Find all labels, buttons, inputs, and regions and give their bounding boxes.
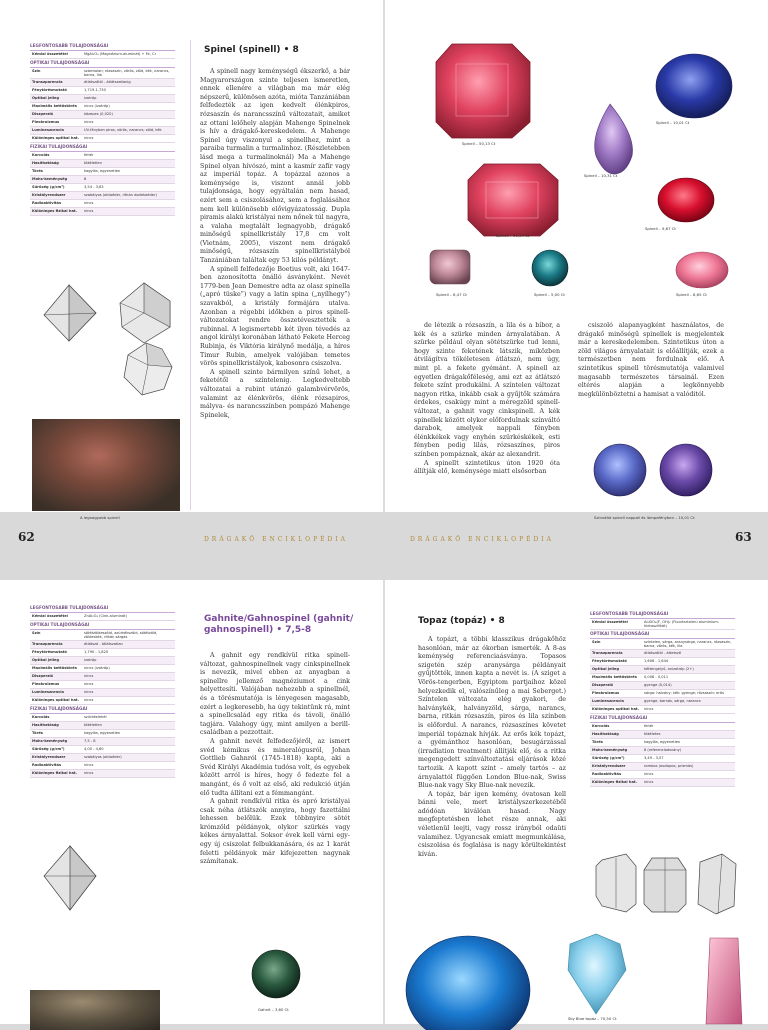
property-key: Fénytörésmutató — [32, 87, 67, 92]
gahnite-gem — [246, 946, 306, 1002]
property-value: nincs (izotróp) — [84, 665, 110, 670]
property-row — [30, 738, 175, 746]
property-value: sötétzöldeszöld, azúrkékszöld, sötétzöld, zöldeskék, ritkán sárgás — [84, 630, 158, 639]
property-row — [30, 200, 175, 208]
property-value: színtelen, sárga, aranysárga, narancs, rózsaszín, barna, vörös, kék, lila — [644, 639, 732, 649]
property-value: szabályos (oktaéder) — [84, 754, 122, 759]
text-column-topaz — [418, 636, 566, 859]
london-blue-topaz-gem — [406, 936, 530, 1030]
gem-caption: Spinell – 8,65 Ct — [676, 292, 707, 297]
color-change-spinel-pair — [590, 440, 730, 504]
property-row — [590, 698, 735, 706]
property-row — [590, 731, 735, 739]
dodecahedron-icon — [124, 343, 172, 395]
property-value: MgAl₂O₄ (Magnézium-aluminát) + Fe, Cr — [84, 51, 157, 56]
property-key: Transzparencia — [32, 79, 63, 84]
gem-caption: Spinell – 6,47 Ct — [436, 292, 467, 297]
spinel-gem-gallery — [400, 36, 760, 326]
spinel-gem-5-00 — [532, 250, 568, 286]
property-key: Radioaktivitás — [32, 762, 62, 767]
property-row — [30, 722, 175, 730]
property-key: Diszperzió — [592, 683, 614, 688]
property-row — [30, 673, 175, 681]
property-value: nincs — [84, 770, 94, 775]
property-row — [30, 746, 175, 754]
property-key: Radioaktivitás — [32, 200, 62, 205]
property-row — [30, 95, 175, 103]
spinel-gem-31-34 — [468, 164, 558, 236]
property-key: Pleokroizmus — [32, 681, 60, 686]
property-row — [590, 658, 735, 666]
text-column-2 — [414, 322, 560, 477]
property-value: átlátszótól - áttetsző — [644, 651, 681, 656]
color-change-caption: Színváltó spinell nappali és lámpafényben – 10,01 Ct — [594, 515, 695, 520]
property-row — [30, 79, 175, 87]
property-key: Radioaktivitás — [592, 771, 622, 776]
property-row — [30, 689, 175, 697]
property-key: Optikai jelleg — [32, 95, 60, 100]
property-value: nincs — [84, 208, 94, 213]
property-row — [30, 135, 175, 143]
property-row — [30, 657, 175, 665]
property-key: Lumineszcencia — [32, 127, 64, 132]
property-value: nincs — [644, 771, 654, 776]
physical-rows — [30, 714, 175, 778]
property-key: Mohs-keménység — [32, 176, 68, 181]
running-footer-left: DRÁGAKŐ ENCIKLOPÉDIA — [204, 536, 349, 543]
octahedron-icon — [40, 844, 100, 914]
property-value: számtalan; rózsaszín, vörös, zöld, kék, narancs, barna, lila — [84, 68, 170, 77]
paragraph: A spinellt szintetikus úton 1920 óta állítják elő, keménysége miatt elsősorban — [414, 459, 560, 476]
property-row — [30, 730, 175, 738]
property-value: szabályos (oktaéder, ritkán dodekaéder) — [84, 192, 157, 197]
property-key: Lumineszcencia — [592, 699, 624, 704]
property-key: Sűrűség (g/cm³) — [32, 746, 65, 751]
text-column-1 — [200, 68, 350, 420]
gem-caption: Spinell – 9,67 Ct — [645, 226, 676, 231]
paragraph: A topázt, a többi klasszikus drágakőhöz hasonlóan, már az ókorban ismerték. A 8-as keménység referenciaásványa. Topasos szigetén szép aranysárga példányait gyűjtötték, innen kapta a nevét is. (A sziget a Vörös-tengerben, Egyiptom partjaihoz közel helyezkedik el, valószínűleg a mai Seberget.) Színtelen változata elég gyakori, de halványkék, halványzöld, sárga, narancs, barna, ritkán rózsaszín, piros és lila színben is előfordul. A narancs, rózsaszínes követet imperiál topáznak hívják. Az erős kék topázt, a gyémánthoz hasonlóan, besugárzással (irradiation treatment) állítják elő, és a ritka megengedett színváltoztatási eljárások közé tartozik. A kapott szint – amely tartós – az árnyalattól függően London Blue-nak, Swiss Blue-nak vagy Sky Blue-nak nevezik. — [418, 636, 566, 790]
spinel-gem-10-31 — [595, 104, 633, 174]
property-key: Szín — [32, 68, 41, 73]
property-key: Különleges fizikai hat. — [32, 208, 77, 213]
property-row — [30, 613, 175, 621]
property-row — [30, 184, 175, 192]
optical-rows — [30, 630, 175, 705]
property-value: átlátszó - átlátszatlan — [84, 641, 123, 646]
property-value: nincs — [644, 707, 654, 712]
property-value: 0,008 - 0,011 — [644, 675, 669, 680]
property-value: nincs — [84, 697, 94, 702]
article-title: Spinel (spinell) • 8 — [204, 45, 299, 55]
property-key: Kémiai összetétel — [32, 51, 68, 56]
property-key: Törés — [32, 168, 43, 173]
property-value: 7,5 - 8 — [84, 738, 96, 743]
section-heading: LEGFONTOSABB TULAJDONSÁGAI — [590, 611, 735, 619]
property-row — [30, 119, 175, 127]
property-row — [590, 682, 735, 690]
property-key: Sűrűség (g/cm³) — [592, 755, 625, 760]
property-key: Sűrűség (g/cm³) — [32, 184, 65, 189]
text-column-3 — [578, 322, 724, 399]
property-key: Diszperzió — [32, 673, 54, 678]
section-heading: LEGFONTOSABB TULAJDONSÁGAI — [30, 605, 175, 613]
spinel-gem-8-65 — [676, 252, 728, 288]
property-value: 1,790 - 1,820 — [84, 649, 109, 654]
property-key: Optikai jelleg — [592, 667, 620, 672]
property-row — [30, 127, 175, 135]
gem-caption: Spinell – 5,00 Ct — [534, 292, 565, 297]
property-value: 3,49 - 3,57 — [644, 755, 664, 760]
property-key: Különleges optikai hat. — [592, 707, 639, 712]
property-value: kéttengelyű, anizotróp (2+) — [644, 667, 694, 672]
section-heading: FIZIKAI TULAJDONSÁGAI — [30, 144, 175, 152]
property-key: Szín — [32, 630, 41, 635]
paragraph: A gahnit nevét felfedezőjéről, az ismert svéd kémikus és mineralógusról, Johan Gottlieb Gahnról (1745-1818) kapta, aki a Svéd Királyi Akadémia tudósa volt, és egyebek között arról is híres, hogy ő fedezte fel a mangánt, és ő volt az első, aki redukció útján elő tudta állítani ezt a fémmangánt. — [200, 737, 350, 797]
property-row — [590, 747, 735, 755]
property-value: gyenge (0,014) — [644, 683, 672, 688]
property-row — [30, 762, 175, 770]
property-row — [30, 681, 175, 689]
property-key: Optikai jelleg — [32, 657, 60, 662]
book-gutter — [383, 0, 385, 512]
property-row — [30, 754, 175, 762]
property-key: Különleges fizikai hat. — [32, 770, 77, 775]
property-row — [590, 763, 735, 771]
property-key: Transzparencia — [32, 641, 63, 646]
property-value: 1,719-1,730 — [84, 87, 106, 92]
property-value: 3,54 - 3,63 — [84, 184, 104, 189]
property-value: sárga: halvány; kék: gyenge; rózsaszín: erős — [644, 691, 724, 696]
property-row — [30, 111, 175, 119]
property-row — [590, 779, 735, 787]
spinel-gem-9-67 — [658, 178, 714, 222]
property-value: 1,606 - 1,644 — [644, 659, 669, 664]
topaz-prism-icon — [698, 854, 736, 914]
paragraph: csiszoló alapanyagként használatos, de drágakő minőségű spinellek is megjelentek már a kereskedelemben. Szintetikus úton a zöld világos árnyalatait is előállítják, ezek a természetben nem fordulnak elő. A szintetikus spinell törésmutatója valamivel magasabb természetes társainál. Ezen eltérés alapján a legkönnyebb megkülönböztetni a hamisat a valóditól. — [578, 322, 724, 398]
property-key: Maximális kettőstörés — [592, 675, 637, 680]
article-title-gahnite: Gahnite/Gahnospinel (gahnit/ gahnospinell) • 7,5-8 — [204, 614, 354, 635]
property-row — [30, 208, 175, 216]
section-heading: FIZIKAI TULAJDONSÁGAI — [30, 706, 175, 714]
property-row — [30, 168, 175, 176]
property-key: Transzparencia — [592, 651, 623, 656]
optical-rows — [30, 68, 175, 143]
photo-caption: A legnagyobb spinell — [80, 515, 120, 520]
running-footer-right: DRÁGAKŐ ENCIKLOPÉDIA — [410, 536, 555, 543]
largest-spinel-photo — [32, 419, 180, 511]
property-value: nincs — [84, 135, 94, 140]
paragraph: A topáz, bár igen kemény, óvatosan kell bánni vele, mert kristályszerkezetéből adódóan kiválóan hasad. Nagy megfeptetésben lehet része annak, aki véletlenül leejti, vagy rossz irányból odaüti valamihez. Ugyancsak emiatt megmunkálása, csiszolása és foglalása is nagy körültekintést kíván. — [418, 790, 566, 858]
property-value: átlátszótól - átlátszatlanig — [84, 79, 131, 84]
property-row — [30, 103, 175, 111]
spinel-gem-6-47 — [430, 250, 470, 284]
property-value: Al₂SiO₄(F, OH)₂ (Fluortartalmú alumínium-hidroszilikát) — [644, 619, 720, 628]
property-row — [30, 192, 175, 200]
property-value: tökéletlen — [84, 722, 102, 727]
property-row — [30, 176, 175, 184]
octahedron-icon — [44, 285, 96, 341]
physical-rows — [30, 152, 175, 216]
property-row — [590, 674, 735, 682]
property-value: 8 — [84, 176, 87, 181]
section-heading: OPTIKAI TULAJDONSÁGAI — [30, 622, 175, 630]
property-value: fehér — [644, 723, 654, 728]
property-value: rombos (oszlopos, prizmás) — [644, 763, 694, 768]
property-value: nincs — [84, 200, 94, 205]
property-key: Kristályrendszer — [32, 754, 66, 759]
section-heading: OPTIKAI TULAJDONSÁGAI — [590, 631, 735, 639]
property-key: Fénytörésmutató — [32, 649, 67, 654]
spinel-gem-10-01 — [656, 54, 732, 118]
property-key: Kristályrendszer — [592, 763, 626, 768]
property-key: Szín — [592, 639, 601, 644]
property-key: Karcolás — [32, 714, 50, 719]
property-key: Pleokroizmus — [32, 119, 60, 124]
property-row — [30, 630, 175, 641]
property-key: Hasíthatóság — [592, 731, 619, 736]
property-key: Diszperzió — [32, 111, 54, 116]
section-heading: OPTIKAI TULAJDONSÁGAI — [30, 60, 175, 68]
property-key: Karcolás — [592, 723, 610, 728]
gem-caption: Spinell – 50,13 Ct — [462, 141, 496, 146]
property-row — [590, 666, 735, 674]
property-value: közepes (0,020) — [84, 111, 113, 116]
property-key: Különleges fizikai hat. — [592, 779, 637, 784]
property-key: Törés — [32, 730, 43, 735]
property-row — [590, 739, 735, 747]
property-row — [30, 51, 175, 59]
property-value: tökéletlen — [84, 160, 102, 165]
property-row — [590, 619, 735, 630]
property-value: fehér — [84, 152, 94, 157]
property-key: Karcolás — [32, 152, 50, 157]
property-key: Fénytörésmutató — [592, 659, 627, 664]
spread-gahnite-topaz — [0, 580, 768, 1024]
topaz-prism-icon — [596, 854, 636, 912]
property-key: Maximális kettőstörés — [32, 665, 77, 670]
property-key: Kémiai összetétel — [32, 613, 68, 618]
property-row — [590, 771, 735, 779]
property-row — [30, 697, 175, 705]
topaz-prism-icon — [644, 858, 686, 912]
property-value: szürkésfehér — [84, 714, 107, 719]
property-value: 4,00 - 4,60 — [84, 746, 104, 751]
property-row — [590, 650, 735, 658]
property-value: 8 (referenciaásvány) — [644, 747, 682, 752]
page-number-right: 63 — [735, 530, 752, 544]
twin-crystal-icon — [120, 283, 170, 343]
property-value: nincs — [84, 673, 94, 678]
property-value: kagylós, egyenetlen — [84, 168, 121, 173]
properties-table-spinel — [30, 42, 175, 216]
property-row — [30, 68, 175, 79]
property-key: Lumineszcencia — [32, 689, 64, 694]
paragraph: A gahnit rendkívül ritka és apró kristályai csak néha átlátszók annyira, hogy fazettálni lehessen belőlük. Ezek többnyire sötét krómzöld példányok, olykor szürkés vagy kékes árnyalattal. Soksor évek kell várni egy-egy új csiszolat felbukkanására, és az 1 karát feletti példányok már kifejezetten nagynak számítanak. — [200, 798, 350, 866]
property-row — [590, 706, 735, 714]
property-key: Kristályrendszer — [32, 192, 66, 197]
paragraph: A spinell nagy keménységű ékszerkő, a bár Magyarországon szinte teljesen ismeretlen, ennek ellenére a világban ma már elég népszerű, különösen azóta, mióta Tanzániában felfedezték az igen kedvelt élénkpiros, rózsaszín és narancsszínű változatait, amiket az ottani lelőhely alapján Mahenge Spinelnek is hív a drágakő-kereskedelem. A Mahenge Spinel úgy viszonyul a spinellhez, mint a paraiba turmalin a turmalinhoz. (Részletebben lásd mega a turmalinoknál) Ma a Mahenge Spinel olyan hívószó, mint a kasmír zafír vagy az imperiál topáz. A topázzal azonos a keménysége is, viszont annál jobb tulajdonsága, hogy egyáltalán nem hasad, ezért sem a csiszolásához, sem a foglalásához nem kell különösebb elővigyázatosság. Dupla piramis alakú kristályai nem nőnek túl nagyra, a valaha megtalált legnagyobb, drágakő minőségű spinellkristály 17,8 cm volt (Vietnám, 2005), viszont nem drágakő minőségű, rózsaszín spinellkristályból Tanzániában találtak egy 53 kilós példányt. — [200, 68, 350, 265]
property-key: Mohs-keménység — [592, 747, 628, 752]
gahnite-caption: Gahnit – 3,60 Ct — [258, 1007, 289, 1012]
property-row — [590, 755, 735, 763]
property-key: Pleokroizmus — [592, 691, 620, 696]
property-key: Kémiai összetétel — [592, 619, 628, 624]
property-key: Mohs-keménység — [32, 738, 68, 743]
property-key: Törés — [592, 739, 603, 744]
spinel-crystal-drawings — [34, 283, 184, 403]
paragraph: A gahnit egy rendkívül ritka spinell-változat, gahnospinellnek vagy cinkspinellnek is nevezik, mivel ebben az anyagban a spinellre jellemző magnéziumot a cink helyettesíti. Valójában nehezebb a spinellnél, és a törésmutatója is lényegesen magasabb, ezért a legkeresebb, ha úgy tekintünk rá, mint a spinellcsalád egy ritka és távoli, önálló tagjára. Valahogy úgy, mint amilyen a berill-családban a pezzottait. — [200, 652, 350, 737]
page-number-left: 62 — [18, 530, 35, 544]
property-value: izotróp — [84, 95, 97, 100]
gahnite-specimen-photo — [30, 990, 160, 1030]
property-value: izotróp — [84, 657, 97, 662]
property-row — [30, 770, 175, 778]
physical-rows — [590, 723, 735, 787]
property-row — [30, 152, 175, 160]
topaz-crystal-drawings — [592, 850, 742, 920]
paragraph: A spinell szinte bármilyen színű lehet, a feketétől a színtelenig. Legkedveltebb változatai a rubint utánzó galambvérvörös, valamint az élénkvörös, élénk rózsapiros, mályva- és narancsszínben pompázó Mahenge Spinelek, — [200, 368, 350, 419]
paragraph: de létezik a rózsaszín, a lila és a bíbor, a kék és a szürke minden árnyalatában. A szürke például olyan sötétszürke tud lenni, hogy szinte feketének látszik, miközben átvilágítva tökéletesen átlátszó, nem úgy, mint pl. a fekete gyémánt. A spinell az egyetlen drágakőféleség, ami ezt az átlátszó fekete színt produkálni. A színtelen változat nagyon ritka, inkább csak a gyűjtők számára érdekes, csakúgy mint a méregzöld spinell-változat, a gahnit vagy cinkspinell. A kék spinellek között olykor előfordulnak színváltó darabok, amelyek nappali fényben élénkkékek vagy enyhén szürkéskékek, esti fényben pedig lilás, rózsaszínes, piros színben pompáznak, akár az alexandrit. — [414, 322, 560, 458]
gem-caption: Spinell – 31,34 Ct — [496, 233, 530, 238]
column-rule — [190, 40, 191, 510]
property-value: kagylós, egyenetlen — [84, 730, 121, 735]
property-row — [30, 160, 175, 168]
property-row — [590, 639, 735, 650]
property-row — [30, 87, 175, 95]
gem-caption: Spinell – 10,01 Ct — [656, 120, 690, 125]
property-row — [590, 690, 735, 698]
optical-rows — [590, 639, 735, 714]
property-value: nincs — [644, 779, 654, 784]
property-row — [30, 714, 175, 722]
spinel-gem-50-13 — [436, 44, 530, 138]
property-row — [30, 649, 175, 657]
topaz-gem-gallery — [420, 930, 760, 1024]
gem-caption: Spinell – 10,31 Ct — [584, 173, 618, 178]
property-key: Hasíthatóság — [32, 722, 59, 727]
property-value: nincs (izotróp) — [84, 103, 110, 108]
property-value: kagylós, egyenetlen — [644, 739, 681, 744]
property-value: tökéletes — [644, 731, 661, 736]
skyblue-caption: Sky Blue topáz – 70,50 Ct — [568, 1016, 617, 1021]
text-column-gahnite — [200, 652, 350, 867]
property-key: Hasíthatóság — [32, 160, 59, 165]
article-title-topaz: Topaz (topáz) • 8 — [418, 616, 505, 626]
sky-blue-topaz-gem — [568, 934, 626, 1014]
property-value: nincs — [84, 689, 94, 694]
property-value: nincs — [84, 119, 94, 124]
property-row — [30, 665, 175, 673]
property-key: Különleges optikai hat. — [32, 135, 79, 140]
property-value: nincs — [84, 681, 94, 686]
properties-table-gahnite — [30, 604, 175, 778]
property-value: ZnAl₂O₄ (Cink-aluminát) — [84, 613, 127, 618]
properties-table-topaz — [590, 610, 735, 787]
property-key: Különleges optikai hat. — [32, 697, 79, 702]
section-heading: LEGFONTOSABB TULAJDONSÁGAI — [30, 43, 175, 51]
property-row — [590, 723, 735, 731]
property-row — [30, 641, 175, 649]
property-value: gyenge, barnás, sárga, narancs — [644, 699, 701, 704]
property-value: UV-fényben piros, vörös, narancs; zöld, kék — [84, 127, 162, 132]
paragraph: A spinell felfedezője Boetius volt, aki 1647-ben azonosította önálló ásványként. Nevét 1779-ben Jean Demestre adta az olasz spinella („apró tüske”) vagy a latin spina („nyílhegy”) szavakból, a kristály formájára utalva. Azonban a régebbi időkben a piros spinell-változatokat rendre összetévesztették a rubinnal. A legismertebb két ilyen tévedés az angol királyi koronában látható Fekete Herceg Rubinja, és Viktória királynő medálja, a híres Timur Rubin, amelyek valójában temetes vörös spinellkristályok, kabosonra csiszolva. — [200, 265, 350, 368]
pink-topaz-gem — [706, 938, 742, 1024]
property-key: Maximális kettőstörés — [32, 103, 77, 108]
section-heading: FIZIKAI TULAJDONSÁGAI — [590, 715, 735, 723]
property-value: nincs — [84, 762, 94, 767]
book-gutter — [383, 580, 385, 1024]
